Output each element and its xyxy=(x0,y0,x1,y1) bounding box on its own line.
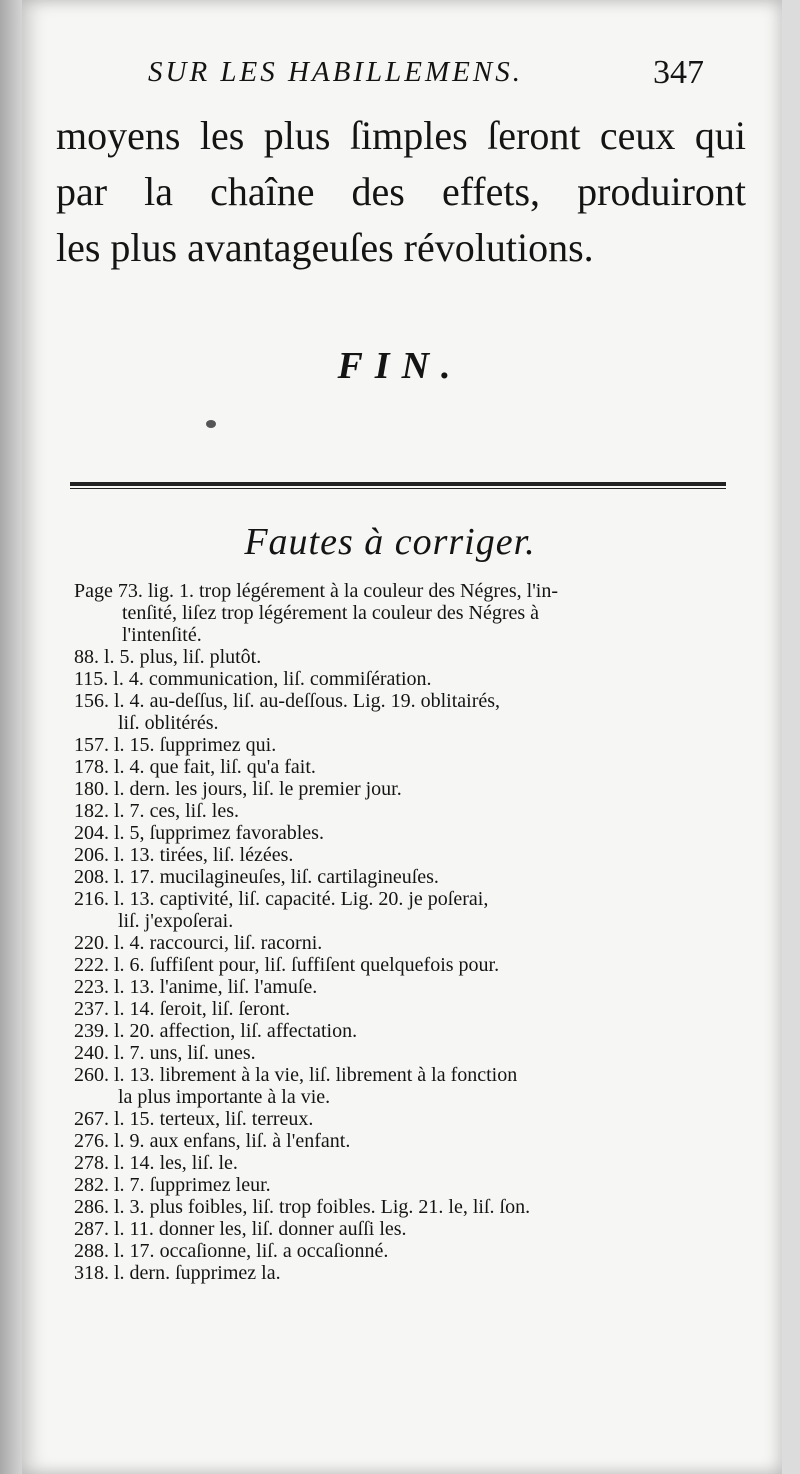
errata-correction: aux enfans, liſ. à l'enfant. xyxy=(149,1130,351,1152)
errata-entry xyxy=(74,1020,734,1042)
errata-correction: ſupprimez la. xyxy=(175,1262,281,1284)
errata-reference: 278. l. 14. xyxy=(74,1152,160,1174)
errata-correction: donner les, liſ. donner auſſi les. xyxy=(158,1218,407,1240)
errata-entry xyxy=(74,822,734,844)
errata-correction-continued: tenſité, liſez trop légérement la couleur des Négres à xyxy=(122,602,540,624)
errata-correction: l'anime, liſ. l'amuſe. xyxy=(159,976,318,998)
errata-correction: trop légérement à la couleur des Négres, l'in- xyxy=(199,580,559,602)
ink-speck xyxy=(206,420,216,428)
errata-correction: librement à la vie, liſ. librement à la fonction xyxy=(159,1064,518,1086)
errata-entry xyxy=(74,932,734,954)
errata-correction: ſupprimez leur. xyxy=(149,1174,271,1196)
errata-correction: captivité, liſ. capacité. Lig. 20. je poſerai, xyxy=(159,888,489,910)
errata-correction: communication, liſ. commiſération. xyxy=(148,668,432,690)
errata-entry xyxy=(74,1064,734,1108)
errata-reference: 260. l. 13. xyxy=(74,1064,160,1086)
errata-correction: raccourci, liſ. racorni. xyxy=(149,932,323,954)
errata-correction-continued: l'intenſité. xyxy=(122,624,202,646)
errata-correction: ſupprimez favorables. xyxy=(149,822,324,844)
errata-correction: les, liſ. le. xyxy=(159,1152,238,1174)
errata-reference: 286. l. 3. xyxy=(74,1196,150,1218)
double-rule-divider xyxy=(70,482,726,489)
errata-correction: plus foibles, liſ. trop foibles. Lig. 21. le, liſ. ſon. xyxy=(149,1196,531,1218)
errata-correction: occaſionne, liſ. a occaſionné. xyxy=(159,1240,389,1262)
errata-reference: 237. l. 14. xyxy=(74,998,160,1020)
errata-entry xyxy=(74,866,734,888)
errata-reference: 220. l. 4. xyxy=(74,932,150,954)
errata-entry xyxy=(74,756,734,778)
errata-correction: terteux, liſ. terreux. xyxy=(159,1108,314,1130)
errata-correction: ſeroit, liſ. ſeront. xyxy=(159,998,291,1020)
errata-correction: uns, liſ. unes. xyxy=(149,1042,256,1064)
fin-heading: FIN. xyxy=(337,345,463,387)
errata-entry xyxy=(74,1196,734,1218)
errata-entry xyxy=(74,1130,734,1152)
errata-correction: ſupprimez qui. xyxy=(159,734,277,756)
errata-reference: 204. l. 5, xyxy=(74,822,150,844)
errata-reference: 180. l. dern. xyxy=(74,778,176,800)
page-number: 347 xyxy=(653,54,704,91)
errata-title: Fautes à corriger. xyxy=(244,521,536,563)
errata-reference: 239. l. 20. xyxy=(74,1020,160,1042)
errata-correction: au-deſſus, liſ. au-deſſous. Lig. 19. oblitairés, xyxy=(149,690,501,712)
errata-reference: 223. l. 13. xyxy=(74,976,160,998)
errata-correction: tirées, liſ. lézées. xyxy=(159,844,294,866)
page-header xyxy=(140,56,740,96)
body-line: les plus avantageuſes révolutions. xyxy=(56,225,594,270)
errata-reference: 222. l. 6. xyxy=(74,954,150,976)
errata-entry xyxy=(74,1108,734,1130)
errata-reference: 240. l. 7. xyxy=(74,1042,150,1064)
errata-reference: 88. l. 5. xyxy=(74,646,140,668)
body-paragraph xyxy=(56,108,746,276)
errata-entry xyxy=(74,668,734,690)
running-title: SUR LES HABILLEMENS. xyxy=(148,56,523,88)
body-line: moyens les plus ſimples ſeront ceux qui xyxy=(56,113,746,158)
errata-reference: 206. l. 13. xyxy=(74,844,160,866)
errata-entry xyxy=(74,1240,734,1262)
errata-entry xyxy=(74,580,734,646)
errata-entry xyxy=(74,690,734,734)
errata-entry xyxy=(74,778,734,800)
body-line: par la chaîne des effets, produiront xyxy=(56,169,746,214)
errata-correction-continued: la plus importante à la vie. xyxy=(118,1086,331,1108)
errata-reference: 115. l. 4. xyxy=(74,668,149,690)
errata-reference: 208. l. 17. xyxy=(74,866,160,888)
errata-correction-continued: liſ. oblitérés. xyxy=(118,712,219,734)
errata-reference: 287. l. 11. xyxy=(74,1218,159,1240)
errata-entry xyxy=(74,1042,734,1064)
errata-entry xyxy=(74,888,734,932)
errata-entry xyxy=(74,1152,734,1174)
errata-correction: que fait, liſ. qu'a fait. xyxy=(149,756,316,778)
errata-correction: mucilagineuſes, liſ. cartilagineuſes. xyxy=(159,866,439,888)
errata-reference: Page 73. lig. 1. xyxy=(74,580,199,602)
errata-correction: ces, liſ. les. xyxy=(149,800,239,822)
errata-reference: 157. l. 15. xyxy=(74,734,160,756)
errata-list xyxy=(74,580,734,1284)
errata-entry xyxy=(74,1174,734,1196)
errata-entry xyxy=(74,998,734,1020)
errata-reference: 156. l. 4. xyxy=(74,690,150,712)
errata-entry xyxy=(74,800,734,822)
errata-entry xyxy=(74,734,734,756)
errata-correction: plus, liſ. plutôt. xyxy=(139,646,262,668)
errata-reference: 318. l. dern. xyxy=(74,1262,176,1284)
errata-reference: 182. l. 7. xyxy=(74,800,150,822)
errata-entry xyxy=(74,976,734,998)
errata-correction: les jours, liſ. le premier jour. xyxy=(175,778,402,800)
errata-correction-continued: liſ. j'expoſerai. xyxy=(118,910,234,932)
errata-reference: 276. l. 9. xyxy=(74,1130,150,1152)
errata-reference: 267. l. 15. xyxy=(74,1108,160,1130)
errata-entry xyxy=(74,646,734,668)
errata-correction: affection, liſ. affectation. xyxy=(159,1020,358,1042)
errata-entry xyxy=(74,1262,734,1284)
errata-reference: 288. l. 17. xyxy=(74,1240,160,1262)
errata-correction: ſuffiſent pour, liſ. ſuffiſent quelquefois pour. xyxy=(149,954,500,976)
errata-entry xyxy=(74,954,734,976)
errata-reference: 178. l. 4. xyxy=(74,756,150,778)
errata-reference: 282. l. 7. xyxy=(74,1174,150,1196)
errata-entry xyxy=(74,844,734,866)
errata-entry xyxy=(74,1218,734,1240)
page-gutter-shadow xyxy=(0,0,22,1474)
errata-reference: 216. l. 13. xyxy=(74,888,160,910)
